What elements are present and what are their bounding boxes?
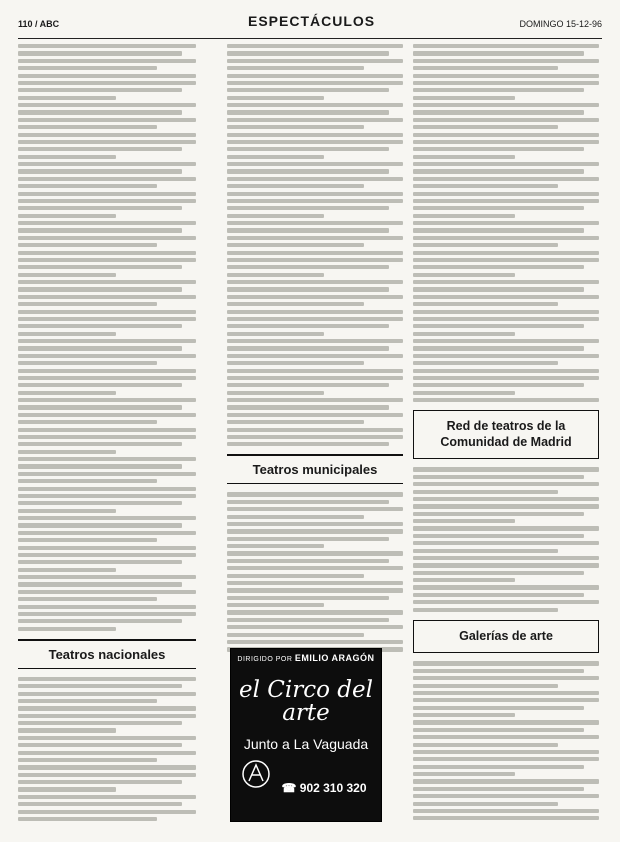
text-line [413,608,558,612]
text-line [413,720,599,724]
text-line [413,258,599,262]
text-line [413,512,584,516]
text-line [413,706,584,710]
text-line [227,214,324,218]
text-line [227,405,389,409]
text-line [18,103,196,107]
text-line [227,332,324,336]
page-number: 110 / ABC [18,19,60,29]
text-line [18,398,196,402]
text-line [18,420,157,424]
text-line [227,515,364,519]
text-line [413,59,599,63]
text-line [413,295,599,299]
column-1 [18,44,196,824]
text-line [413,787,584,791]
ad-top-label: DIRIGIDO POR [237,656,293,663]
text-line [227,383,389,387]
text-line [413,578,515,582]
ad-phone [273,781,375,795]
text-line [227,74,403,78]
text-line [18,553,196,557]
text-line [18,516,196,520]
text-line [18,605,196,609]
text-line [227,59,403,63]
text-line [18,51,182,55]
text-line [413,571,584,575]
text-line [227,596,389,600]
text-line [227,287,389,291]
text-line [413,273,515,277]
text-line [227,177,403,181]
text-line [413,251,599,255]
text-line [413,265,584,269]
text-line [413,361,558,365]
text-line [413,118,599,122]
text-line [18,817,157,821]
text-line [18,265,182,269]
text-line [18,295,196,299]
text-line [18,677,196,681]
circus-advertisement [230,648,382,822]
box-teatros-municipales: Teatros municipales [227,454,403,484]
text-line [18,523,182,527]
text-line [413,526,599,530]
text-line [18,251,196,255]
text-line [227,155,324,159]
text-line [18,376,196,380]
text-line [227,625,403,629]
text-line [413,585,599,589]
text-line [413,765,584,769]
text-line [18,140,196,144]
text-line [18,538,157,542]
text-line [18,44,196,48]
text-line [413,743,558,747]
text-line [18,619,182,623]
ad-director-line [231,649,381,663]
text-line [18,273,116,277]
text-line [227,162,403,166]
text-line [413,369,599,373]
text-line [227,295,403,299]
text-block [413,44,599,402]
text-line [18,442,182,446]
text-line [413,339,599,343]
text-line [413,556,599,560]
text-line [413,467,599,471]
text-line [413,96,515,100]
text-line [18,795,196,799]
page-header [18,12,602,39]
text-line [227,280,403,284]
text-line [227,391,324,395]
text-line [18,391,116,395]
text-line [227,346,389,350]
text-line [227,236,403,240]
box-red-teatros: Red de teatros de la Comunidad de Madrid [413,410,599,459]
text-line [18,258,196,262]
text-line [413,140,599,144]
text-line [18,324,182,328]
text-line [18,736,196,740]
text-line [227,44,403,48]
text-line [18,346,182,350]
text-line [18,192,196,196]
text-line [413,391,515,395]
column-3 [413,44,599,824]
text-line [413,332,515,336]
text-line [18,214,116,218]
text-line [413,192,599,196]
text-line [413,398,599,402]
text-line [18,66,157,70]
text-line [413,169,584,173]
text-line [413,497,599,501]
text-line [413,228,584,232]
text-line [18,110,182,114]
text-line [18,125,157,129]
text-line [18,531,196,535]
text-line [227,228,389,232]
ad-footer [231,804,381,811]
text-line [18,435,196,439]
text-line [413,51,584,55]
text-line [227,420,364,424]
text-line [18,457,196,461]
text-line [227,310,403,314]
text-line [18,405,182,409]
text-line [413,221,599,225]
text-line [413,713,515,717]
text-line [18,118,196,122]
text-line [413,519,515,523]
ad-phone-number: 902 310 320 [299,781,367,795]
text-line [18,155,116,159]
text-line [227,544,324,548]
text-line [18,751,196,755]
text-line [413,750,599,754]
text-line [413,199,599,203]
text-line [413,88,584,92]
text-line [413,541,599,545]
text-line [227,610,403,614]
text-line [227,618,389,622]
text-line [227,251,403,255]
text-line [18,758,157,762]
text-line [413,346,584,350]
text-line [413,243,558,247]
ad-subtitle: Junto a La Vaguada [243,736,369,752]
text-line [413,44,599,48]
text-line [227,633,364,637]
text-line [227,51,389,55]
text-line [18,464,182,468]
text-line [18,612,196,616]
text-line [413,110,584,114]
circus-logo-icon [241,759,271,789]
text-line [413,376,599,380]
text-line [227,147,389,151]
text-line [18,74,196,78]
text-line [227,640,403,644]
text-line [227,302,364,306]
text-line [413,809,599,813]
text-line [227,125,364,129]
text-line [413,691,599,695]
text-line [227,529,403,533]
text-line [227,324,389,328]
text-line [227,103,403,107]
text-line [18,721,182,725]
text-line [18,560,182,564]
text-line [18,206,182,210]
text-line [227,574,364,578]
text-line [413,103,599,107]
text-line [227,537,389,541]
text-line [413,287,584,291]
text-line [227,339,403,343]
text-line [227,369,403,373]
text-line [18,428,196,432]
text-line [18,582,182,586]
text-line [227,551,403,555]
text-line [413,698,599,702]
text-line [227,184,364,188]
text-line [18,780,182,784]
text-line [413,236,599,240]
text-block [227,44,403,446]
text-line [18,413,196,417]
text-line [18,810,196,814]
text-line [227,110,389,114]
text-line [227,133,403,137]
text-line [413,534,584,538]
text-line [18,369,196,373]
text-line [227,566,403,570]
text-line [413,354,599,358]
text-line [18,575,196,579]
text-line [18,243,157,247]
text-line [227,88,389,92]
text-line [18,450,116,454]
text-line [227,317,403,321]
text-line [227,413,403,417]
box-teatros-nacionales: Teatros nacionales [18,639,196,669]
text-line [413,802,558,806]
text-line [413,133,599,137]
text-line [227,199,403,203]
text-block [227,492,403,651]
text-line [227,118,403,122]
text-line [18,302,157,306]
text-line [18,627,116,631]
text-line [413,757,599,761]
text-line [18,773,196,777]
text-line [18,184,157,188]
text-line [18,310,196,314]
text-line [18,354,196,358]
text-line [413,669,584,673]
text-line [227,559,389,563]
text-line [227,169,389,173]
text-line [18,479,157,483]
text-line [413,816,599,820]
text-line [413,772,515,776]
text-line [413,490,558,494]
ad-title: el Circo del arte [239,677,373,726]
text-line [18,147,182,151]
text-line [18,96,116,100]
text-line [227,66,364,70]
text-line [227,221,403,225]
text-line [18,494,196,498]
text-line [227,273,324,277]
text-line [413,383,584,387]
text-line [18,177,196,181]
text-line [413,794,599,798]
text-line [18,728,116,732]
text-line [227,581,403,585]
text-line [413,74,599,78]
text-line [227,361,364,365]
text-line [413,779,599,783]
text-line [413,162,599,166]
text-line [413,735,599,739]
text-line [227,376,403,380]
text-line [18,706,196,710]
text-line [18,133,196,137]
text-line [18,590,196,594]
text-line [18,501,182,505]
text-line [413,549,558,553]
text-line [227,265,389,269]
text-line [413,206,584,210]
text-line [227,354,403,358]
text-line [413,504,599,508]
text-line [18,88,182,92]
text-line [18,383,182,387]
text-line [18,509,116,513]
text-block [413,661,599,824]
text-line [413,155,515,159]
text-line [227,442,389,446]
text-line [413,66,558,70]
text-line [18,332,116,336]
text-line [227,192,403,196]
text-line [413,302,558,306]
text-line [413,147,584,151]
text-line [227,96,324,100]
text-line [227,588,403,592]
text-line [18,199,196,203]
text-line [18,287,182,291]
text-line [413,475,584,479]
text-line [227,140,403,144]
phone-icon: ☎ [281,781,297,795]
text-line [227,435,403,439]
text-line [18,228,182,232]
text-line [227,603,324,607]
text-line [18,339,196,343]
text-line [18,280,196,284]
text-line [18,162,196,166]
text-line [18,361,157,365]
text-line [18,802,182,806]
text-line [413,214,515,218]
text-line [227,522,403,526]
text-line [227,428,403,432]
text-line [413,728,584,732]
text-line [18,714,196,718]
text-line [18,692,196,696]
text-block [18,44,196,631]
text-line [18,787,116,791]
text-line [18,546,196,550]
text-line [18,765,196,769]
text-block [18,677,196,824]
text-line [413,125,558,129]
text-line [413,184,558,188]
text-line [413,684,558,688]
text-line [18,81,196,85]
text-line [413,177,599,181]
ad-director: EMILIO ARAGÓN [294,653,375,663]
section-title: ESPECTÁCULOS [248,13,376,29]
text-line [413,280,599,284]
text-line [413,482,599,486]
text-line [413,324,584,328]
text-line [227,206,389,210]
text-line [18,221,196,225]
text-line [413,593,584,597]
text-line [18,684,182,688]
text-line [413,310,599,314]
issue-date: DOMINGO 15-12-96 [519,19,602,29]
text-line [413,317,599,321]
text-line [227,398,403,402]
text-line [413,600,599,604]
text-line [18,236,196,240]
text-line [18,59,196,63]
text-line [18,487,196,491]
text-line [227,258,403,262]
text-line [18,568,116,572]
text-line [227,507,403,511]
text-line [227,492,403,496]
text-line [413,81,599,85]
text-line [18,317,196,321]
text-block [413,467,599,611]
text-line [18,699,157,703]
text-line [227,243,364,247]
text-line [413,563,599,567]
text-line [18,169,182,173]
text-line [227,500,389,504]
text-line [18,743,182,747]
box-galerias: Galerías de arte [413,620,599,654]
text-line [413,676,599,680]
text-line [18,472,196,476]
text-line [413,661,599,665]
text-line [18,597,157,601]
text-line [227,81,403,85]
